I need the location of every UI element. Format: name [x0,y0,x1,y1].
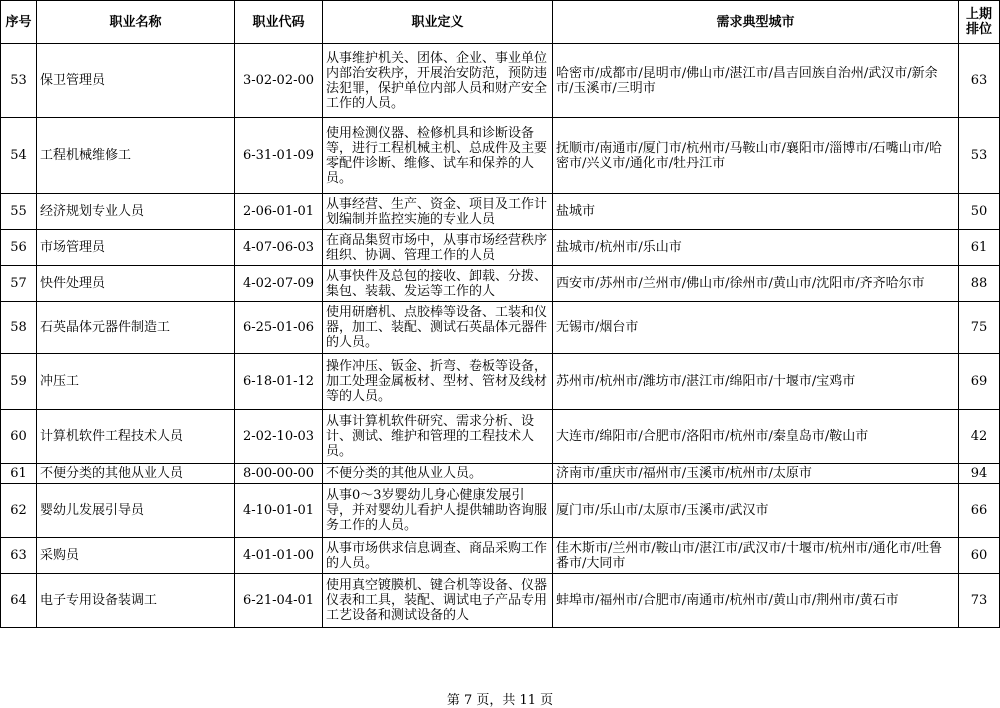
table-row [1,410,1000,464]
row-previous-rank: 73 [959,574,1000,628]
row-typical-cities: 蚌埠市/福州市/合肥市/南通市/杭州市/黄山市/荆州市/黄石市 [553,574,959,628]
row-typical-cities: 厦门市/乐山市/太原市/玉溪市/武汉市 [553,484,959,538]
table-row [1,484,1000,538]
row-occupation-code: 2-06-01-01 [235,194,323,230]
row-typical-cities: 哈密市/成都市/昆明市/佛山市/湛江市/昌吉回族自治州/武汉市/新余市/玉溪市/三明市 [553,44,959,118]
row-occupation-definition: 从事维护机关、团体、企业、事业单位内部治安秩序，开展治安防范，预防违法犯罪，保护单位内部人员和财产安全工作的人员。 [323,44,553,118]
row-previous-rank: 88 [959,266,1000,302]
row-occupation-definition: 从事快件及总包的接收、卸载、分拨、集包、装载、发运等工作的人 [323,266,553,302]
row-serial: 56 [1,230,37,266]
header-serial: 序号 [1,1,37,44]
row-occupation-code: 6-25-01-06 [235,302,323,354]
row-typical-cities: 无锡市/烟台市 [553,302,959,354]
row-occupation-definition: 使用研磨机、点胶棒等设备、工装和仪器，加工、装配、测试石英晶体元器件的人员。 [323,302,553,354]
row-occupation-code: 6-18-01-12 [235,354,323,410]
row-serial: 58 [1,302,37,354]
row-occupation-name: 电子专用设备装调工 [37,574,235,628]
row-occupation-name: 计算机软件工程技术人员 [37,410,235,464]
row-occupation-name: 不便分类的其他从业人员 [37,464,235,484]
page-footer: 第 7 页，共 11 页 [446,693,554,708]
row-occupation-code: 4-10-01-01 [235,484,323,538]
row-occupation-name: 保卫管理员 [37,44,235,118]
row-serial: 55 [1,194,37,230]
row-previous-rank: 61 [959,230,1000,266]
row-occupation-definition: 使用检测仪器、检修机具和诊断设备等，进行工程机械主机、总成件及主要零配件诊断、维修、试车和保养的人员。 [323,118,553,194]
row-occupation-definition: 使用真空镀膜机、键合机等设备、仪器仪表和工具，装配、调试电子产品专用工艺设备和测试设备的人 [323,574,553,628]
row-serial: 59 [1,354,37,410]
row-occupation-code: 2-02-10-03 [235,410,323,464]
row-occupation-definition: 从事市场供求信息调查、商品采购工作的人员。 [323,538,553,574]
row-typical-cities: 大连市/绵阳市/合肥市/洛阳市/杭州市/秦皇岛市/鞍山市 [553,410,959,464]
table-row [1,44,1000,118]
row-occupation-code: 3-02-02-00 [235,44,323,118]
table-row [1,574,1000,628]
row-serial: 54 [1,118,37,194]
row-previous-rank: 63 [959,44,1000,118]
row-serial: 63 [1,538,37,574]
row-typical-cities: 苏州市/杭州市/潍坊市/湛江市/绵阳市/十堰市/宝鸡市 [553,354,959,410]
row-previous-rank: 69 [959,354,1000,410]
row-occupation-code: 4-02-07-09 [235,266,323,302]
row-previous-rank: 66 [959,484,1000,538]
row-occupation-code: 8-00-00-00 [235,464,323,484]
table-row [1,354,1000,410]
row-typical-cities: 佳木斯市/兰州市/鞍山市/湛江市/武汉市/十堰市/杭州市/通化市/吐鲁番市/大同市 [553,538,959,574]
row-occupation-code: 6-31-01-09 [235,118,323,194]
row-occupation-name: 市场管理员 [37,230,235,266]
row-occupation-name: 婴幼儿发展引导员 [37,484,235,538]
header-typical-cities: 需求典型城市 [553,1,959,44]
row-serial: 57 [1,266,37,302]
table-row [1,194,1000,230]
row-previous-rank: 42 [959,410,1000,464]
table-row [1,230,1000,266]
row-previous-rank: 60 [959,538,1000,574]
row-occupation-name: 经济规划专业人员 [37,194,235,230]
header-occupation-code: 职业代码 [235,1,323,44]
row-previous-rank: 75 [959,302,1000,354]
row-typical-cities: 西安市/苏州市/兰州市/佛山市/徐州市/黄山市/沈阳市/齐齐哈尔市 [553,266,959,302]
row-occupation-definition: 从事计算机软件研究、需求分析、设计、测试、维护和管理的工程技术人员。 [323,410,553,464]
row-previous-rank: 94 [959,464,1000,484]
row-occupation-name: 石英晶体元器件制造工 [37,302,235,354]
row-occupation-definition: 在商品集贸市场中，从事市场经营秩序组织、协调、管理工作的人员 [323,230,553,266]
row-occupation-name: 冲压工 [37,354,235,410]
row-serial: 64 [1,574,37,628]
row-occupation-name: 快件处理员 [37,266,235,302]
row-typical-cities: 盐城市/杭州市/乐山市 [553,230,959,266]
row-occupation-name: 工程机械维修工 [37,118,235,194]
row-occupation-definition: 不便分类的其他从业人员。 [323,464,553,484]
header-occupation-definition: 职业定义 [323,1,553,44]
row-occupation-code: 4-01-01-00 [235,538,323,574]
row-previous-rank: 53 [959,118,1000,194]
row-occupation-definition: 从事经营、生产、资金、项目及工作计划编制并监控实施的专业人员 [323,194,553,230]
header-occupation-name: 职业名称 [37,1,235,44]
table-row [1,266,1000,302]
row-serial: 60 [1,410,37,464]
table-row [1,118,1000,194]
row-occupation-name: 采购员 [37,538,235,574]
row-typical-cities: 抚顺市/南通市/厦门市/杭州市/马鞍山市/襄阳市/淄博市/石嘴山市/哈密市/兴义市/通化市/牡丹江市 [553,118,959,194]
row-serial: 53 [1,44,37,118]
row-occupation-code: 4-07-06-03 [235,230,323,266]
table-row [1,464,1000,484]
row-occupation-definition: 操作冲压、钣金、折弯、卷板等设备，加工处理金属板材、型材、管材及线材等的人员。 [323,354,553,410]
row-occupation-definition: 从事0～3岁婴幼儿身心健康发展引导，并对婴幼儿看护人提供辅助咨询服务工作的人员。 [323,484,553,538]
row-typical-cities: 济南市/重庆市/福州市/玉溪市/杭州市/太原市 [553,464,959,484]
row-serial: 62 [1,484,37,538]
row-occupation-code: 6-21-04-01 [235,574,323,628]
table-row [1,302,1000,354]
table-header-row [1,1,1000,44]
row-serial: 61 [1,464,37,484]
table-row [1,538,1000,574]
header-previous-rank: 上期 排位 [959,1,1000,44]
row-typical-cities: 盐城市 [553,194,959,230]
row-previous-rank: 50 [959,194,1000,230]
